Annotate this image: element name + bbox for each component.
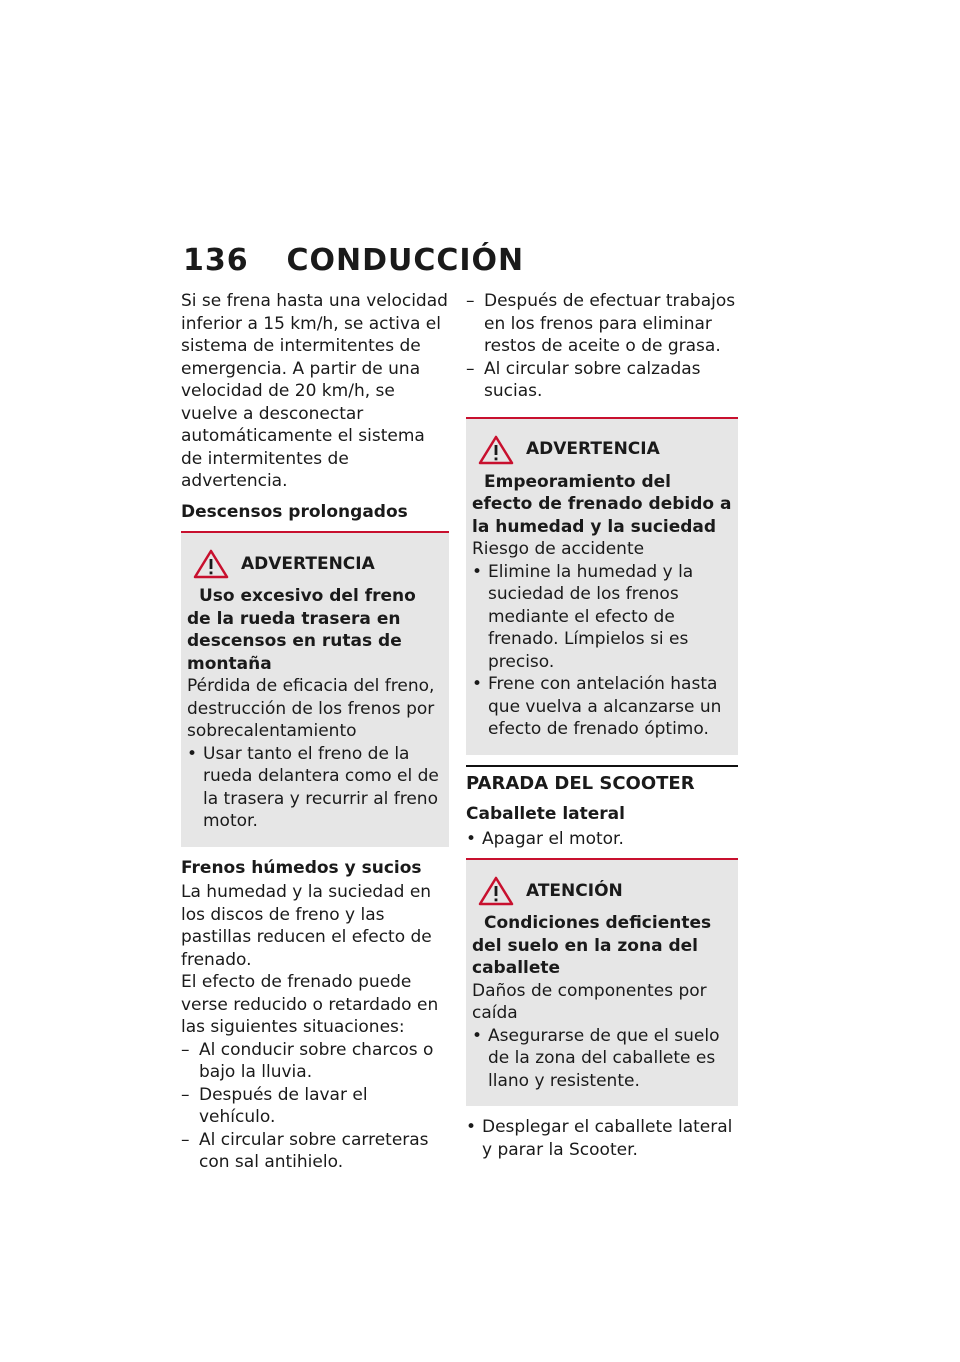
warning-triangle-icon: [478, 876, 514, 906]
warning-subtitle: Uso excesivo del freno de la rueda trasera en descensos en rutas de montaña: [187, 586, 416, 674]
left-column: [181, 290, 449, 1174]
warning-box-1: [181, 531, 449, 847]
warning-subtitle: Condiciones deficientes del suelo en la zona del caballete: [472, 913, 712, 978]
heading-caballete: Caballete lateral: [466, 804, 625, 824]
paragraph: La humedad y la suciedad en los discos de freno y las pastillas reducen el efecto de frenado.: [181, 882, 432, 970]
warning-consequence: Riesgo de accidente: [472, 539, 645, 559]
heading-frenos: Frenos húmedos y sucios: [181, 857, 422, 878]
paragraph: El efecto de frenado puede verse reducido o retardado en las siguientes situaciones:: [181, 972, 439, 1037]
warning-triangle-icon: [193, 549, 229, 579]
page-number: 136: [183, 243, 249, 278]
dash-item: – Al circular sobre carreteras con sal antihielo.: [181, 1129, 449, 1174]
warning-title: [187, 549, 443, 579]
right-column: [466, 290, 738, 1161]
section-title: PARADA DEL SCOOTER: [466, 765, 738, 796]
warning-title: [472, 435, 732, 465]
warning-consequence: Pérdida de eficacia del freno, destrucción de los frenos por sobrecalentamiento: [187, 676, 435, 741]
warning-bullet: • Frene con antelación hasta que vuelva a alcanzarse un efecto de frenado óptimo.: [472, 673, 732, 741]
step-item: • Apagar el motor.: [466, 828, 738, 851]
page-title: CONDUCCIÓN: [286, 243, 525, 278]
dash-item: – Después de efectuar trabajos en los frenos para eliminar restos de aceite o de grasa.: [466, 290, 738, 358]
heading-descensos: Descensos prolongados: [181, 501, 408, 522]
warning-box-2: [466, 417, 738, 755]
warning-title: [472, 876, 732, 906]
warning-bullet: • Elimine la humedad y la suciedad de los frenos mediante el efecto de frenado. Límpielos si es preciso.: [472, 561, 732, 674]
step-item: • Desplegar el caballete lateral y parar la Scooter.: [466, 1116, 738, 1161]
warning-triangle-icon: [478, 435, 514, 465]
warning-label: ATENCIÓN: [526, 880, 623, 901]
warning-bullet: • Usar tanto el freno de la rueda delantera como el de la trasera y recurrir al freno motor.: [187, 743, 443, 833]
warning-consequence: Daños de componentes por caída: [472, 980, 707, 1023]
intro-paragraph: Si se frena hasta una velocidad inferior a 15 km/h, se activa el sistema de intermitentes de emergencia. A partir de una velocidad de 20 km/h, se vuelve a desconectar automáticamente el sistema de intermitentes de advertencia.: [181, 291, 448, 491]
dash-item: – Al conducir sobre charcos o bajo la lluvia.: [181, 1039, 449, 1084]
warning-box-3: [466, 858, 738, 1106]
page-header: [183, 243, 524, 278]
warning-subtitle: Empeoramiento del efecto de frenado debido a la humedad y la suciedad: [472, 471, 732, 537]
warning-label: ADVERTENCIA: [241, 553, 375, 574]
warning-label: ADVERTENCIA: [526, 439, 660, 460]
dash-item: – Al circular sobre calzadas sucias.: [466, 358, 738, 403]
warning-bullet: • Asegurarse de que el suelo de la zona del caballete es llano y resistente.: [472, 1025, 732, 1093]
dash-item: – Después de lavar el vehículo.: [181, 1084, 449, 1129]
